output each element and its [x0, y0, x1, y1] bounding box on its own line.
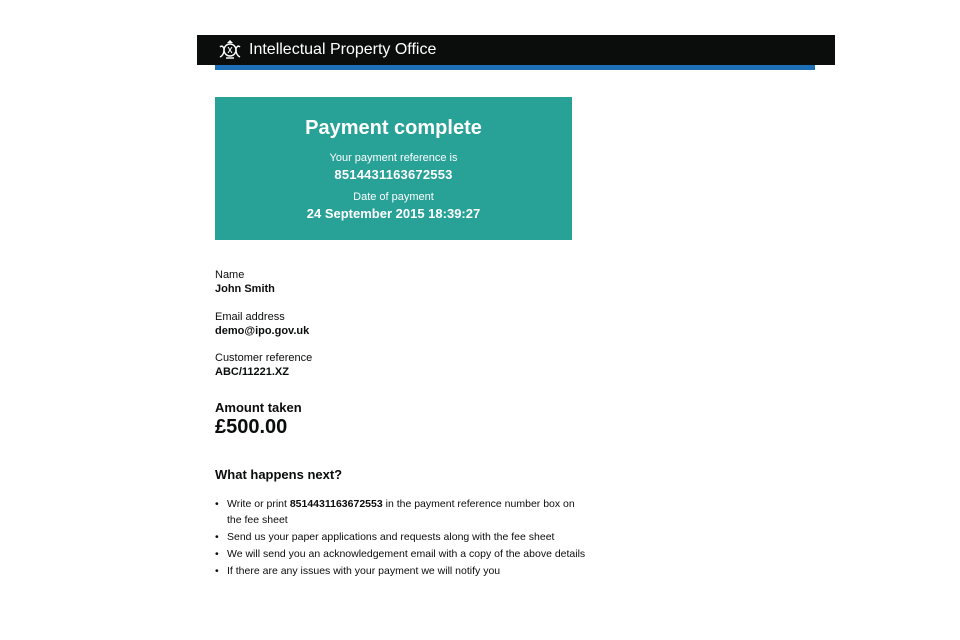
list-item — [215, 496, 590, 528]
next-step-1-text-end: in the payment reference number box on the fee sheet — [227, 498, 575, 526]
site-header — [197, 35, 835, 65]
customer-reference-label: Customer reference — [215, 352, 313, 364]
amount-taken-value: £500.00 — [215, 416, 288, 438]
next-step-4-text: If there are any issues with your payment we will notify you — [227, 565, 501, 577]
email-label: Email address — [215, 311, 285, 323]
next-step-1-reference: 8514431163672553 — [289, 498, 383, 510]
name-label: Name — [215, 269, 245, 281]
payment-reference-value: 8514431163672553 — [334, 167, 453, 182]
header-accent-rule — [215, 65, 815, 70]
royal-crest-icon — [217, 39, 243, 61]
customer-reference-field — [215, 351, 312, 379]
list-item — [215, 563, 590, 579]
email-field — [215, 310, 309, 338]
email-value: demo@ipo.gov.uk — [215, 325, 310, 337]
next-steps-heading: What happens next? — [215, 467, 343, 482]
next-steps-list — [215, 496, 590, 580]
customer-reference-value: ABC/11221.XZ — [215, 366, 289, 378]
list-item — [215, 546, 590, 562]
header-title[interactable]: Intellectual Property Office — [249, 41, 437, 58]
bullet-icon: • — [215, 498, 219, 510]
name-field — [215, 268, 275, 296]
payment-date-label: Date of payment — [353, 191, 434, 203]
name-value: John Smith — [215, 283, 275, 295]
amount-taken-label: Amount taken — [215, 400, 302, 415]
payment-date-value: 24 September 2015 18:39:27 — [306, 206, 481, 221]
list-item — [215, 529, 590, 545]
confirmation-title: Payment complete — [305, 117, 482, 139]
next-step-2-text: Send us your paper applications and requests along with the fee sheet — [227, 531, 555, 543]
next-step-3-text: We will send you an acknowledgement email with a copy of the above details — [227, 548, 586, 560]
next-step-1-text: Write or print — [227, 498, 290, 510]
payment-reference-label: Your payment reference is — [329, 152, 458, 164]
bullet-icon: • — [215, 531, 219, 543]
bullet-icon: • — [215, 548, 219, 560]
bullet-icon: • — [215, 565, 219, 577]
